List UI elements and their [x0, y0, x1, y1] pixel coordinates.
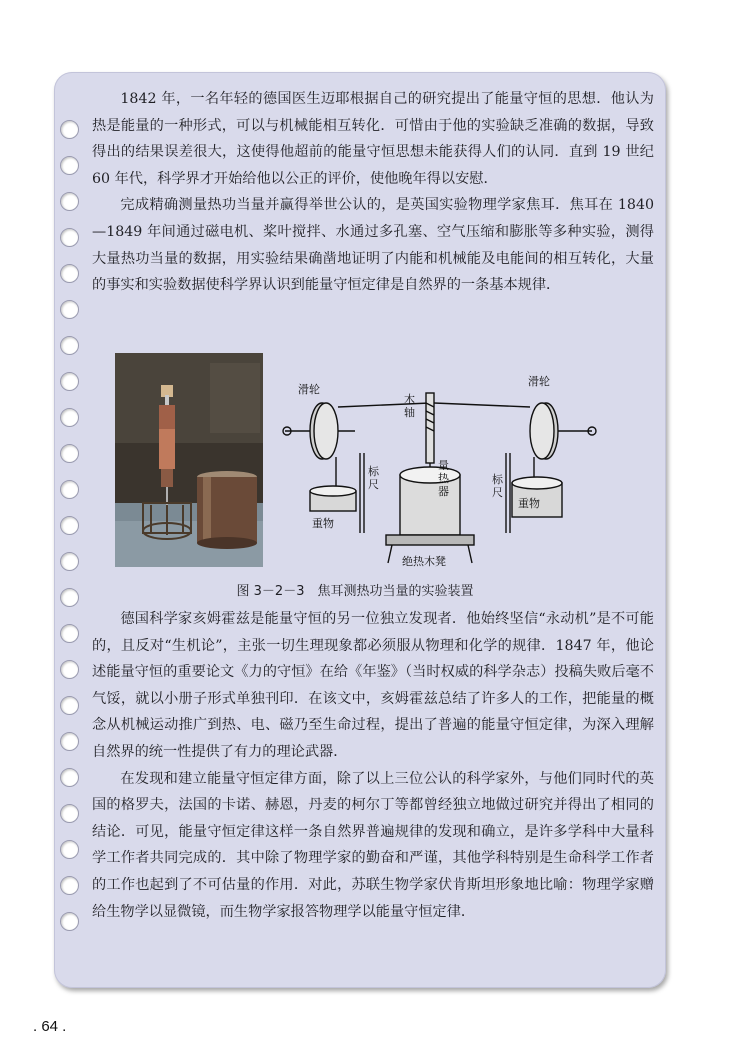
- figure-caption: 图 3－2－3 焦耳测热功当量的实验装置: [236, 584, 474, 599]
- ring-hole: [60, 408, 79, 427]
- text-section-bottom: [92, 606, 654, 925]
- paragraph-helmholtz: 德国科学家亥姆霍兹是能量守恒的另一位独立发现者．他始终坚信“永动机”是不可能的，且反对“生机论”，主张一切生理现象都必须服从物理和化学的规律．1847 年，他论述能量守恒的重要论文《力的守恒》在给《年鉴》（当时权威的科学杂志）投稿失败后毫不气馁，就以小册子形式单独刊印．在该文中，亥姆霍兹总结了许多人的工作，把能量的概念从机械运动推广到热、电、磁乃至生命过程，提出了普遍的能量守恒定律，为深入理解自然界的统一性提供了有力的理论武器．: [92, 611, 654, 760]
- paragraph-mayer: 1842 年，一名年轻的德国医生迈耶根据自己的研究提出了能量守恒的思想．他认为热是能量的一种形式，可以与机械能相互转化．可惜由于他的实验缺乏准确的数据，导致得出的结果误差很大，这使得他超前的能量守恒思想未能获得人们的认同．直到 19 世纪 60 年代，科学界才开始给他以公正的评价，使他晚年得以安慰．: [92, 91, 654, 187]
- ring-hole: [60, 624, 79, 643]
- ring-hole: [60, 264, 79, 283]
- page-number: . 64 .: [33, 1018, 67, 1035]
- ring-hole: [60, 588, 79, 607]
- ring-hole: [60, 840, 79, 859]
- ring-hole: [60, 336, 79, 355]
- figure-joule-apparatus: [115, 353, 595, 595]
- paragraph-joule: 完成精确测量热功当量并赢得举世公认的，是英国实验物理学家焦耳．焦耳在 1840—1849 年间通过磁电机、桨叶搅拌、水通过多孔塞、空气压缩和膨胀等多种实验，测得大量热功当量的数据，用实验结果确凿地证明了内能和机械能及电能间的相互转化，大量的事实和实验数据使科学界认识到能量守恒定律是自然界的一条基本规律．: [92, 197, 654, 294]
- ring-hole: [60, 696, 79, 715]
- paragraph-others: 在发现和建立能量守恒定律方面，除了以上三位公认的科学家外，与他们同时代的英国的格罗夫，法国的卡诺、赫恩，丹麦的柯尔丁等都曾经独立地做过研究并得出了相同的结论．可见，能量守恒定律这样一条自然界普遍规律的发现和确立，是许多学科中大量科学工作者共同完成的．其中除了物理学家的勤奋和严谨，其他学科特别是生命科学工作者的工作也起到了不可估量的作用．对此，苏联生物学家伏肯斯坦形象地比喻：物理学家赠给生物学以显微镜，而生物学家报答物理学以能量守恒定律．: [92, 770, 654, 920]
- ring-hole: [60, 228, 79, 247]
- label-pulley-right: 滑轮: [528, 375, 550, 388]
- ring-hole: [60, 516, 79, 535]
- label-ruler-left: 标尺: [368, 465, 379, 491]
- ring-binder-holes: [54, 0, 84, 1062]
- text-section-top: [92, 86, 654, 299]
- ring-hole: [60, 192, 79, 211]
- ring-hole: [60, 660, 79, 679]
- ring-hole: [60, 552, 79, 571]
- ring-hole: [60, 732, 79, 751]
- ring-hole: [60, 156, 79, 175]
- ring-hole: [60, 804, 79, 823]
- apparatus-photo: [115, 353, 263, 567]
- ring-hole: [60, 372, 79, 391]
- ring-hole: [60, 876, 79, 895]
- label-axle: 木轴: [404, 393, 415, 419]
- ring-hole: [60, 912, 79, 931]
- label-stool: 绝热木凳: [402, 555, 446, 568]
- ring-hole: [60, 480, 79, 499]
- label-calorimeter: 量热器: [438, 459, 449, 498]
- ring-hole: [60, 120, 79, 139]
- label-pulley-left: 滑轮: [298, 383, 320, 396]
- label-ruler-right: 标尺: [492, 473, 503, 499]
- label-weight-right: 重物: [518, 497, 540, 510]
- label-weight-left: 重物: [312, 517, 334, 530]
- ring-hole: [60, 768, 79, 787]
- apparatus-diagram: [280, 373, 600, 573]
- ring-hole: [60, 300, 79, 319]
- ring-hole: [60, 444, 79, 463]
